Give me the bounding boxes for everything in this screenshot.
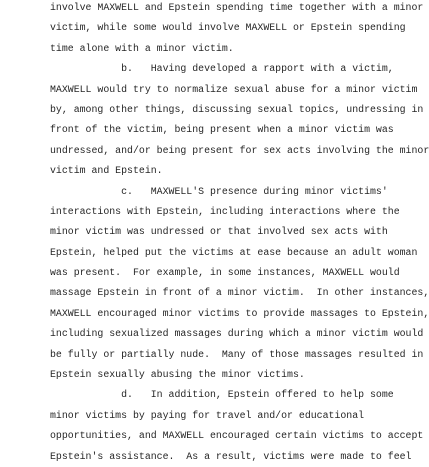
text-line: including sexualized massages during which a minor victim would <box>50 328 424 340</box>
text-line: victim and Epstein. <box>50 165 163 177</box>
text-line: was present. For example, in some instances, MAXWELL would <box>50 267 400 279</box>
text-line: Epstein's assistance. As a result, victims were made to feel <box>50 450 412 462</box>
text-line: MAXWELL would try to normalize sexual abuse for a minor victim <box>50 83 418 95</box>
paragraph-c-start: c. MAXWELL'S presence during minor victims' <box>50 185 388 197</box>
text-line: minor victim was undressed or that involved sex acts with <box>50 226 388 238</box>
text-line: time alone with a minor victim. <box>50 42 234 54</box>
text-line: be fully or partially nude. Many of those massages resulted in <box>50 348 424 360</box>
text-line: undressed, and/or being present for sex acts involving the minor <box>50 144 429 156</box>
text-line: front of the victim, being present when a minor victim was <box>50 124 394 136</box>
text-line: victim, while some would involve MAXWELL or Epstein spending <box>50 22 406 34</box>
paragraph-b-start: b. Having developed a rapport with a victim, <box>50 63 394 75</box>
text-line: minor victims by paying for travel and/or educational <box>50 409 365 421</box>
paragraph-d-start: d. In addition, Epstein offered to help some <box>50 389 394 401</box>
text-line: Epstein, helped put the victims at ease because an adult woman <box>50 246 418 258</box>
text-line: involve MAXWELL and Epstein spending time together with a minor <box>50 2 424 13</box>
document-body-text <box>50 0 429 467</box>
text-line: opportunities, and MAXWELL encouraged certain victims to accept <box>50 430 424 442</box>
text-line: by, among other things, discussing sexual topics, undressing in <box>50 103 424 115</box>
text-line: massage Epstein in front of a minor victim. In other instances, <box>50 287 429 299</box>
text-line: Epstein sexually abusing the minor victims. <box>50 369 305 381</box>
text-line: interactions with Epstein, including interactions where the <box>50 205 400 217</box>
text-line: MAXWELL encouraged minor victims to provide massages to Epstein, <box>50 307 429 319</box>
